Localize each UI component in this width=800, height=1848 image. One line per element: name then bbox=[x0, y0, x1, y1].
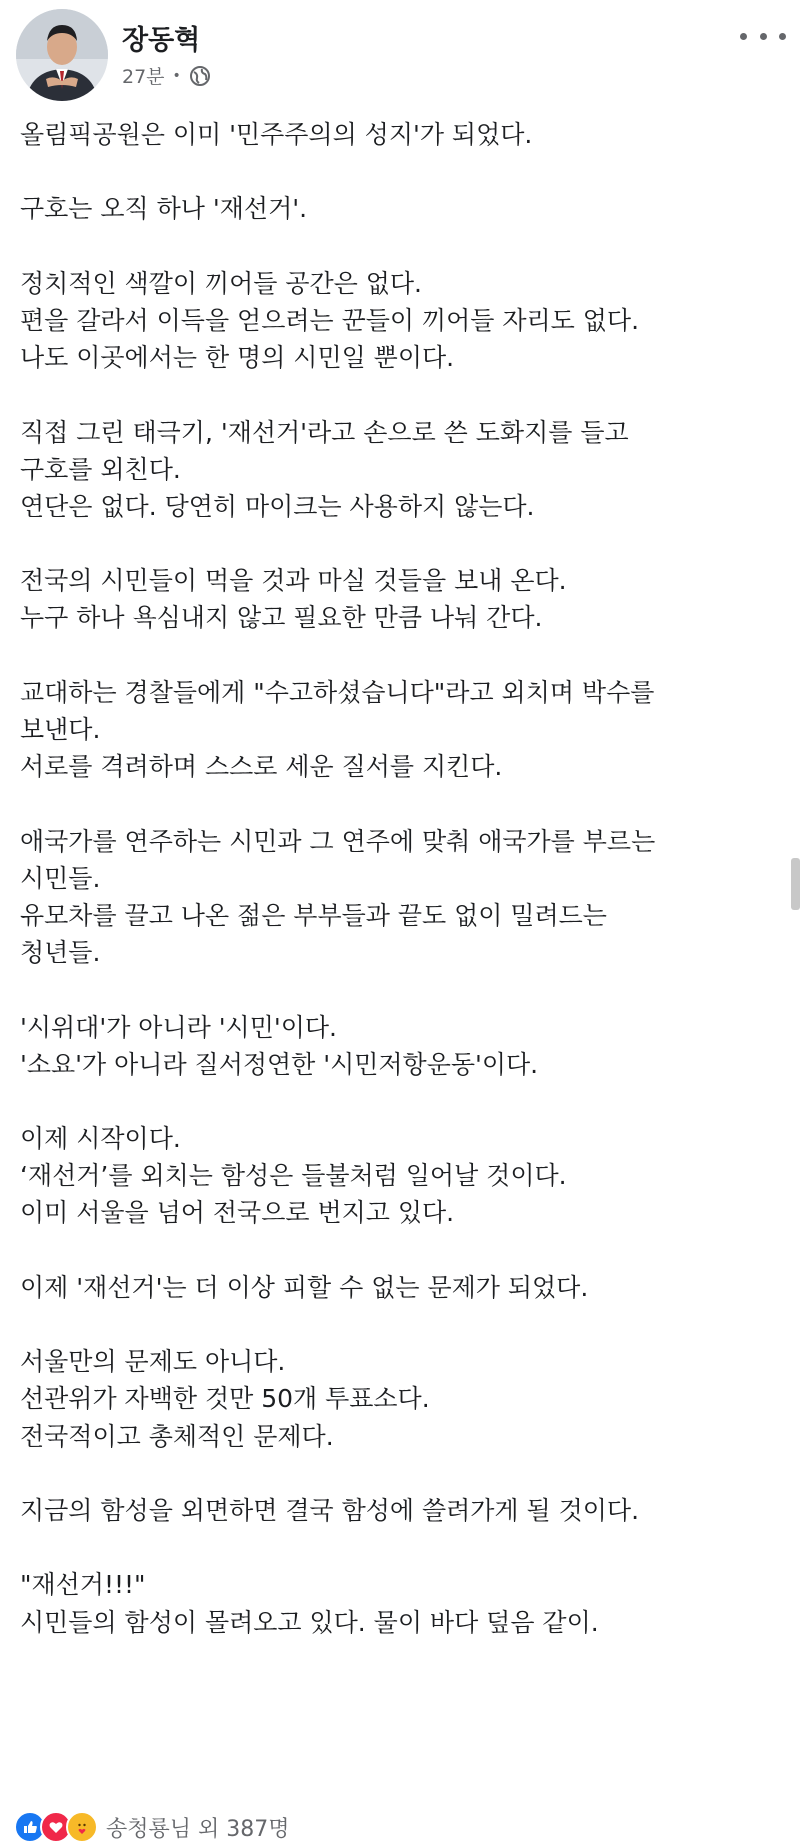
post-text-line: 보낸다. bbox=[20, 715, 101, 744]
scrollbar-thumb[interactable] bbox=[791, 858, 800, 910]
post-text-line: 이제 '재선거'는 더 이상 피할 수 없는 문제가 되었다. bbox=[20, 1272, 589, 1302]
post-header bbox=[0, 0, 800, 112]
paragraph-gap bbox=[20, 376, 780, 413]
paragraph-gap bbox=[20, 785, 780, 822]
post-text-line: ‘재선거’를 외치는 함성은 들불처럼 일어날 것이다. bbox=[20, 1161, 567, 1191]
dot-icon bbox=[779, 33, 786, 40]
post-time[interactable]: 27분 bbox=[122, 66, 165, 88]
post-text-line: 구호는 오직 하나 '재선거'. bbox=[20, 194, 308, 224]
post-text-line: '시위대'가 아니라 '시민'이다. bbox=[20, 1012, 337, 1042]
post-text-line: 전국의 시민들이 먹을 것과 마실 것들을 보내 온다. bbox=[20, 566, 567, 596]
post-text-line: '소요'가 아니라 질서정연한 '시민저항운동'이다. bbox=[20, 1049, 539, 1079]
paragraph-gap bbox=[20, 1455, 780, 1492]
post-text-line: 선관위가 자백한 것만 50개 투표소다. bbox=[20, 1384, 430, 1414]
paragraph-gap bbox=[20, 1083, 780, 1120]
post-text-line: 정치적인 색깔이 끼어들 공간은 없다. bbox=[20, 268, 422, 298]
post-text-line: 올림픽공원은 이미 '민주주의의 성지'가 되었다. bbox=[20, 120, 533, 149]
reaction-summary[interactable]: 송청룡님 외 387명 bbox=[106, 1816, 290, 1842]
paragraph-gap bbox=[20, 1529, 780, 1566]
reactions-bar[interactable] bbox=[14, 1810, 290, 1844]
dot-icon bbox=[740, 33, 747, 40]
post-text-line: 서로를 격려하며 스스로 세운 질서를 지킨다. bbox=[20, 752, 503, 782]
post-text-line: 지금의 함성을 외면하면 결국 함성에 쓸려가게 될 것이다. bbox=[20, 1495, 640, 1525]
paragraph-gap bbox=[20, 1232, 780, 1269]
paragraph-gap bbox=[20, 153, 780, 190]
paragraph-gap bbox=[20, 1306, 780, 1343]
post-text-line: 구호를 외친다. bbox=[20, 454, 181, 484]
post-text-line: 전국적이고 총체적인 문제다. bbox=[20, 1421, 334, 1451]
globe-icon bbox=[189, 65, 211, 87]
post-text-line: 유모차를 끌고 나온 젊은 부부들과 끝도 없이 밀려드는 bbox=[20, 900, 607, 930]
more-options-button[interactable] bbox=[740, 24, 786, 48]
care-icon bbox=[66, 1811, 98, 1843]
avatar[interactable] bbox=[16, 9, 108, 101]
post-text-line: 시민들의 함성이 몰려오고 있다. 물이 바다 덮음 같이. bbox=[20, 1607, 599, 1637]
post-text-line: 직접 그린 태극기, '재선거'라고 손으로 쓴 도화지를 들고 bbox=[20, 417, 629, 447]
paragraph-gap bbox=[20, 971, 780, 1008]
paragraph-gap bbox=[20, 525, 780, 562]
post-text-line: 서울만의 문제도 아니다. bbox=[20, 1347, 286, 1377]
author-name[interactable]: 장동혁 bbox=[122, 25, 201, 56]
reaction-icons bbox=[14, 1811, 98, 1843]
paragraph-gap bbox=[20, 228, 780, 265]
post-text-line: 애국가를 연주하는 시민과 그 연주에 맞춰 애국가를 부르는 bbox=[20, 826, 656, 856]
post-text-line: 연단은 없다. 당연히 마이크는 사용하지 않는다. bbox=[20, 491, 535, 521]
post-text-line: 이미 서울을 넘어 전국으로 번지고 있다. bbox=[20, 1198, 455, 1228]
profile-photo-icon bbox=[16, 9, 108, 101]
dot-icon bbox=[760, 33, 767, 40]
meta-separator: • bbox=[172, 67, 181, 84]
post-body bbox=[20, 116, 780, 1641]
post-text-line: 청년들. bbox=[20, 938, 101, 968]
post-text-line: 나도 이곳에서는 한 명의 시민일 뿐이다. bbox=[20, 343, 455, 373]
paragraph-gap bbox=[20, 637, 780, 674]
post-text-line: "재선거!!!" bbox=[20, 1570, 146, 1600]
post-text-line: 편을 갈라서 이득을 얻으려는 꾼들이 끼어들 자리도 없다. bbox=[20, 305, 640, 335]
post-text-line: 교대하는 경찰들에게 "수고하셨습니다"라고 외치며 박수를 bbox=[20, 677, 655, 707]
post-meta bbox=[122, 62, 211, 89]
post-text-line: 시민들. bbox=[20, 863, 101, 893]
post-text-line: 이제 시작이다. bbox=[20, 1124, 181, 1154]
post-text-line: 누구 하나 욕심내지 않고 필요한 만큼 나눠 간다. bbox=[20, 603, 543, 633]
